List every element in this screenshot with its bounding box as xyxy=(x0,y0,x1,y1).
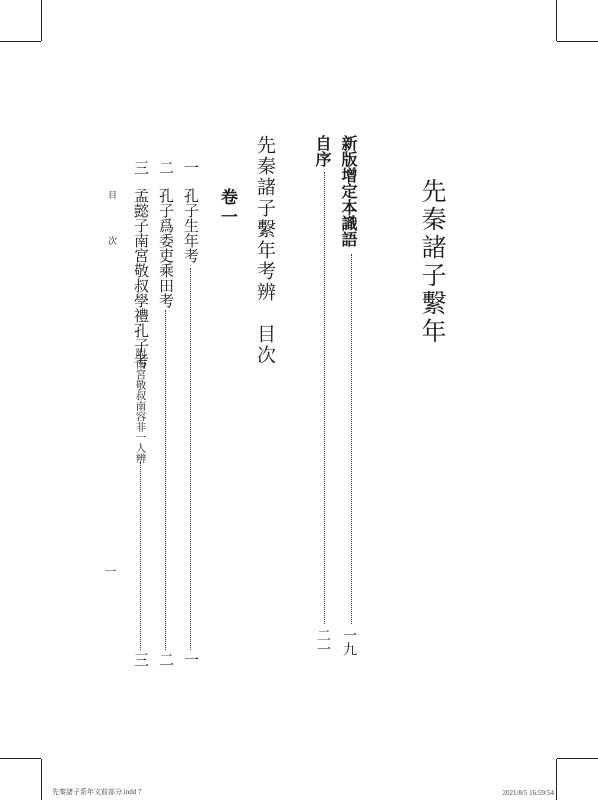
entry-number: 三 xyxy=(132,160,150,175)
front-entry-title: 自序 xyxy=(313,135,332,167)
page-number: 一 xyxy=(103,565,117,577)
crop-mark-top-left-v xyxy=(41,0,42,41)
entry-note: 附南宮敬叔南容非一人辨 xyxy=(134,348,147,464)
front-entry-title: 新版增定本識語 xyxy=(339,135,358,247)
crop-mark-bottom-right-h xyxy=(557,758,598,759)
front-entry-page: 二一 xyxy=(315,628,331,656)
entry-page: 一 xyxy=(182,652,200,667)
entry-page: 二 xyxy=(157,652,175,667)
crop-mark-top-right-h xyxy=(557,41,598,42)
leader-dots xyxy=(351,254,352,624)
crop-mark-bottom-left-h xyxy=(0,758,41,759)
footer-file-info: 先秦諸子系年文前部分.indd 7 xyxy=(52,788,142,796)
leader-dots xyxy=(140,462,141,650)
book-title: 先秦諸子繫年 xyxy=(418,178,447,346)
volume-label: 卷一 xyxy=(217,188,237,228)
running-head: 目 次 xyxy=(106,190,116,259)
entry-title: 孔子生年考 xyxy=(182,188,200,263)
leader-dots xyxy=(165,310,166,650)
entry-number: 一 xyxy=(182,160,200,175)
crop-mark-bottom-right-v xyxy=(556,759,557,800)
crop-mark-top-right-v xyxy=(556,0,557,41)
entry-title: 孔子爲委吏乘田考 xyxy=(157,188,175,308)
front-entry-page: 一九 xyxy=(341,628,357,656)
crop-mark-top-left-h xyxy=(0,41,41,42)
entry-title: 孟懿子南宮敬叔學禮孔子考 xyxy=(132,188,150,368)
toc-heading: 先秦諸子繫年考辨 目次 xyxy=(254,135,276,366)
footer-datetime: 2021/8/5 16:59:54 xyxy=(502,789,554,797)
leader-dots xyxy=(324,172,325,624)
crop-mark-bottom-left-v xyxy=(41,759,42,800)
leader-dots xyxy=(190,268,191,650)
entry-page: 三 xyxy=(132,652,150,667)
entry-number: 二 xyxy=(157,160,175,175)
